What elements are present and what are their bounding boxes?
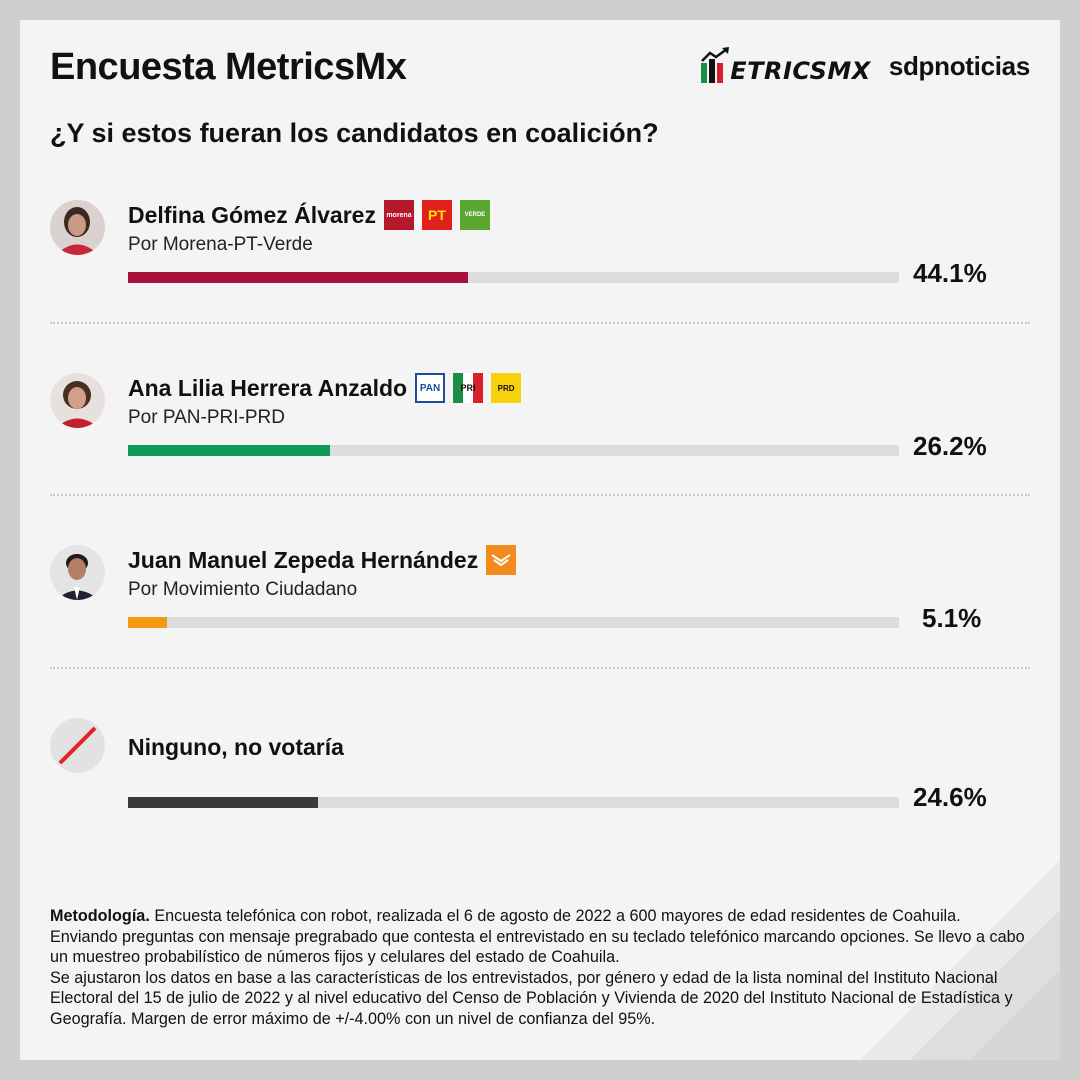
value-label: 24.6%: [913, 782, 987, 812]
value-label: 26.2%: [913, 431, 987, 461]
candidate-row: [20, 196, 1060, 356]
methodology-label: Metodología.: [50, 907, 150, 925]
candidate-name: Juan Manuel Zepeda Hernández: [128, 546, 479, 573]
prd-logo-icon: PRD: [491, 373, 521, 403]
mc-logo-icon: [486, 545, 516, 575]
candidate-avatar: [50, 373, 105, 428]
page-title: Encuesta MetricsMx: [50, 46, 407, 88]
candidate-coalition: Por PAN-PRI-PRD: [128, 407, 285, 428]
metricsmx-flag-icon: [700, 47, 730, 85]
none-avatar: [50, 718, 105, 773]
candidate-avatar: [50, 545, 105, 600]
survey-card: [20, 20, 1060, 1060]
bar-fill: [128, 445, 330, 456]
candidate-name: Ana Lilia Herrera Anzaldo: [128, 374, 408, 401]
pan-logo-icon: PAN: [415, 373, 445, 403]
candidate-row: [20, 718, 1060, 878]
candidate-coalition: Por Morena-PT-Verde: [128, 234, 313, 255]
divider: [50, 494, 1030, 496]
bar-track: [128, 797, 899, 808]
bar-fill: [128, 797, 318, 808]
metricsmx-wordmark: ETRICSMX: [730, 57, 871, 85]
candidate-avatar: [50, 200, 105, 255]
bar-fill: [128, 617, 167, 628]
no-vote-icon: [50, 718, 105, 773]
bar-track: [128, 617, 899, 628]
verde-logo-icon: VERDE: [460, 200, 490, 230]
pri-logo-icon: PRI: [453, 373, 483, 403]
candidate-row: [20, 369, 1060, 529]
divider: [50, 322, 1030, 324]
option-name: Ninguno, no votaría: [128, 734, 344, 760]
bar-track: [128, 445, 899, 456]
methodology-text: Encuesta telefónica con robot, realizada el 6 de agosto de 2022 a 600 mayores de edad residentes de Coahuila. Enviando preguntas con mensaje pregrabado que contesta el entrevistado en su teclado telefónico marcando opciones. Se llevo a cabo un muestreo probabilístico de números fijos y celulares del estado de Coahuila.: [50, 907, 1025, 966]
methodology-text-2: Se ajustaron los datos en base a las características de los entrevistados, por género y edad de la lista nominal del Instituto Nacional Electoral del 15 de julio de 2022 y al nivel educativo del Censo de Población y Vivienda de 2020 del Instituto Nacional de Estadística y Geografía. Margen de error máximo de +/-4.00% con un nivel de confianza del 95%.: [50, 968, 1013, 1028]
value-label: 5.1%: [922, 603, 982, 633]
candidate-name: Delfina Gómez Álvarez: [128, 201, 376, 228]
metricsmx-logo: [700, 47, 871, 85]
survey-question: ¿Y si estos fueran los candidatos en coalición?: [50, 118, 659, 148]
brand-logos: [700, 44, 1030, 88]
candidate-coalition: Por Movimiento Ciudadano: [128, 579, 358, 600]
bar-fill: [128, 272, 468, 283]
divider: [50, 667, 1030, 669]
methodology-note: [50, 906, 1030, 1029]
value-label: 44.1%: [913, 258, 987, 288]
sdpnoticias-logo: sdpnoticias: [888, 50, 1030, 81]
pt-logo-icon: PT: [422, 200, 452, 230]
candidate-row: [20, 541, 1060, 701]
bar-track: [128, 272, 899, 283]
morena-logo-icon: morena: [384, 200, 414, 230]
